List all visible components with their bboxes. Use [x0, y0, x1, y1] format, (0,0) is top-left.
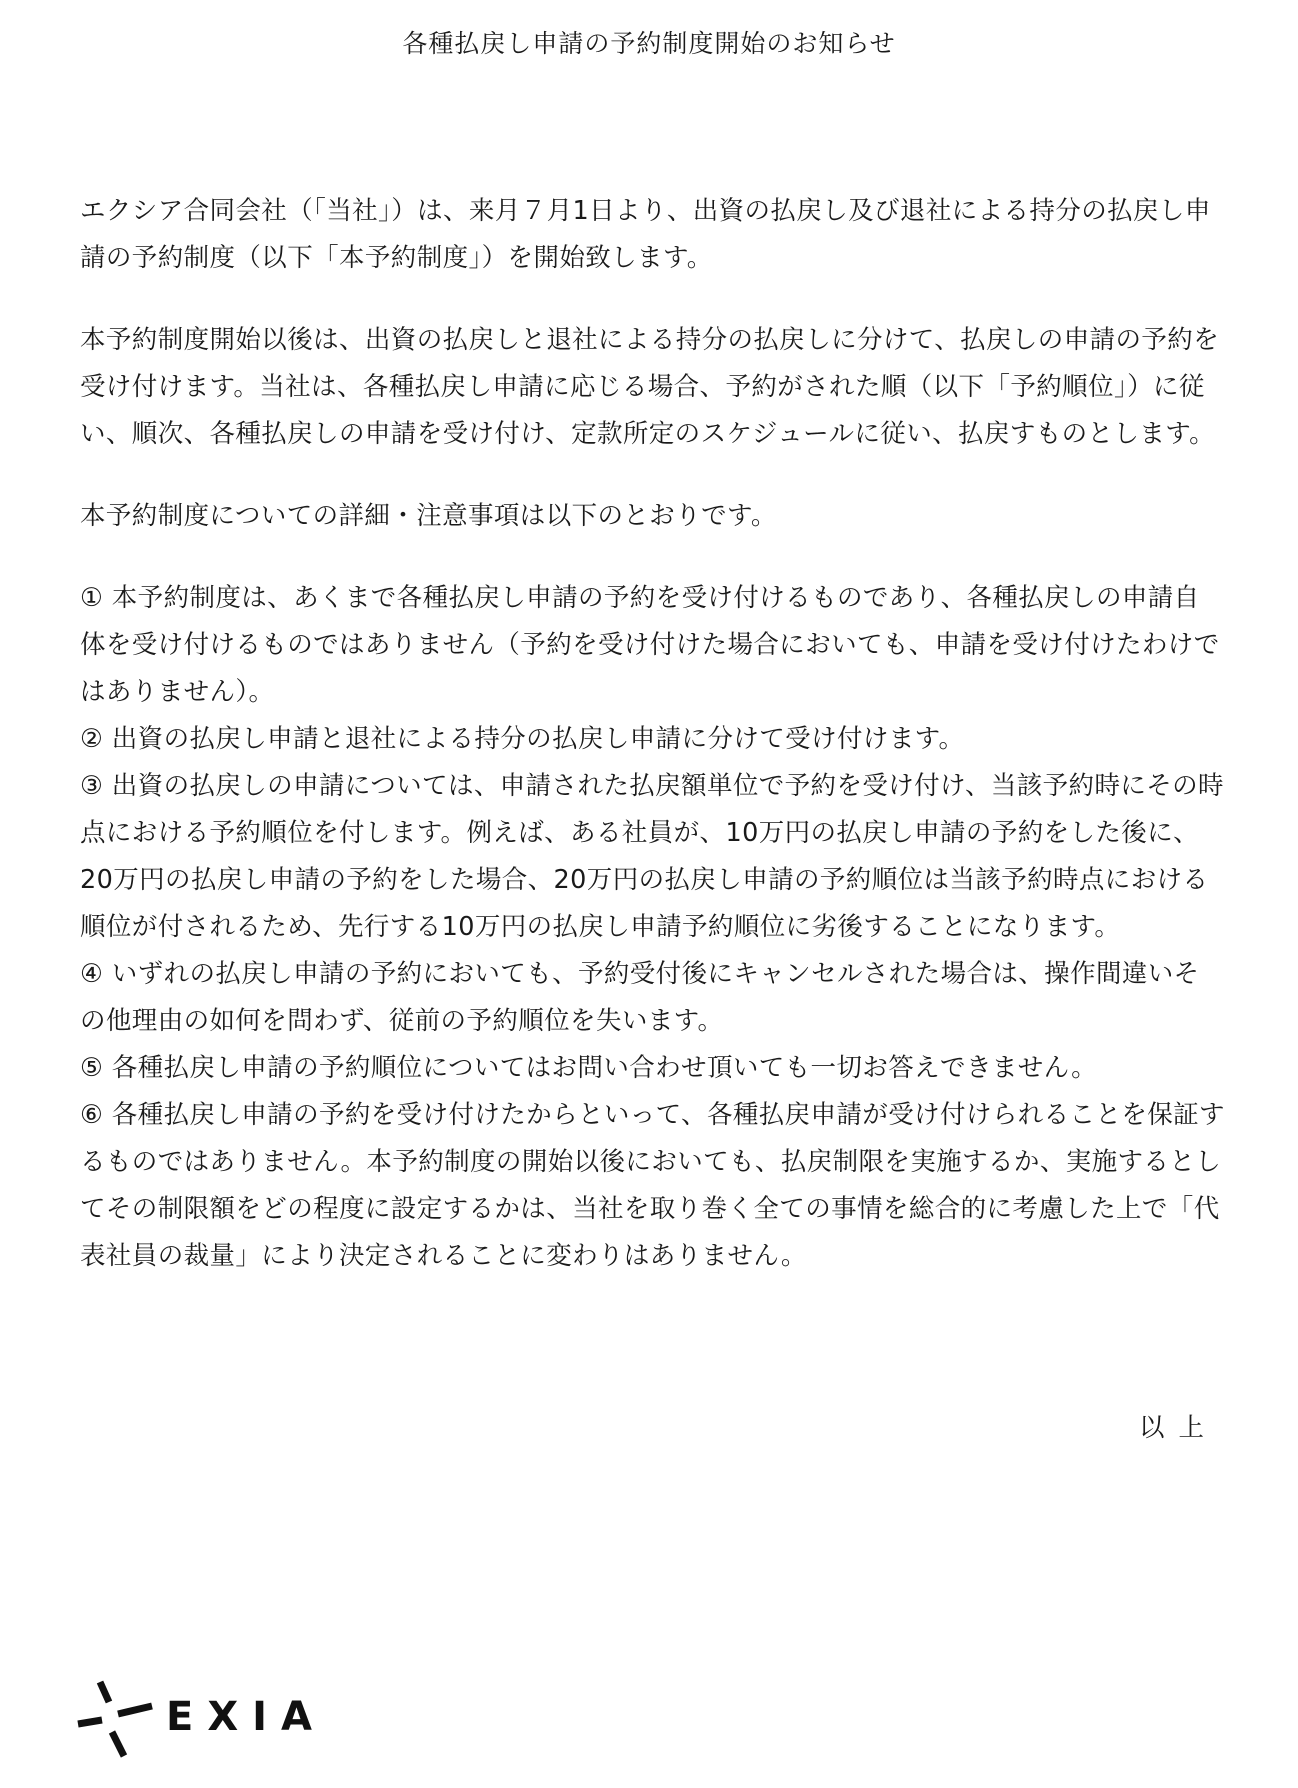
- logo-wordmark: EXIA: [166, 1694, 327, 1740]
- list-item-1: ① 本予約制度は、あくまで各種払戻し申請の予約を受け付けるものであり、各種払戻しの申請自体を受け付けるものではありません（予約を受け付けた場合においても、申請を受け付けたわけではありません）。: [80, 583, 1220, 707]
- list-item-3: ③ 出資の払戻しの申請については、申請された払戻額単位で予約を受け付け、当該予約時にその時点における予約順位を付します。例えば、ある社員が、10万円の払戻し申請の予約をした後に、20万円の払戻し申請の予約をした場合、20万円の払戻し申請の予約順位は当該予約時点における順位が付されるため、先行する10万円の払戻し申請予約順位に劣後することになります。: [80, 771, 1224, 942]
- closing-mark: 以上: [1138, 1413, 1218, 1443]
- policy-paragraph: 本予約制度開始以後は、出資の払戻しと退社による持分の払戻しに分けて、払戻しの申請の予約を受け付けます。当社は、各種払戻し申請に応じる場合、予約がされた順（以下「予約順位」）に従い、順次、各種払戻しの申請を受け付け、定款所定のスケジュールに従い、払戻すものとします。: [80, 325, 1220, 449]
- exia-logo: [74, 1680, 327, 1760]
- list-item-2: ② 出資の払戻し申請と退社による持分の払戻し申請に分けて受け付けます。: [80, 724, 965, 754]
- exia-star-icon: [74, 1680, 160, 1760]
- list-item-4: ④ いずれの払戻し申請の予約においても、予約受付後にキャンセルされた場合は、操作間違いその他理由の如何を問わず、従前の予約順位を失います。: [80, 959, 1200, 1036]
- details-lead-paragraph: 本予約制度についての詳細・注意事項は以下のとおりです。: [80, 501, 777, 531]
- page-title: 各種払戻し申請の予約制度開始のお知らせ: [402, 29, 896, 58]
- list-item-5: ⑤ 各種払戻し申請の予約順位についてはお問い合わせ頂いても一切お答えできません。: [80, 1053, 1097, 1083]
- list-item-6: ⑥ 各種払戻し申請の予約を受け付けたからといって、各種払戻申請が受け付けられることを保証するものではありません。本予約制度の開始以後においても、払戻制限を実施するか、実施するとしてその制限額をどの程度に設定するかは、当社を取り巻く全ての事情を総合的に考慮した上で「代表社員の裁量」により決定されることに変わりはありません。: [80, 1100, 1225, 1271]
- intro-paragraph: エクシア合同会社（「当社」）は、来月７月1日より、出資の払戻し及び退社による持分の払戻し申請の予約制度（以下「本予約制度」）を開始致します。: [80, 196, 1211, 273]
- document-body: [80, 188, 1225, 1280]
